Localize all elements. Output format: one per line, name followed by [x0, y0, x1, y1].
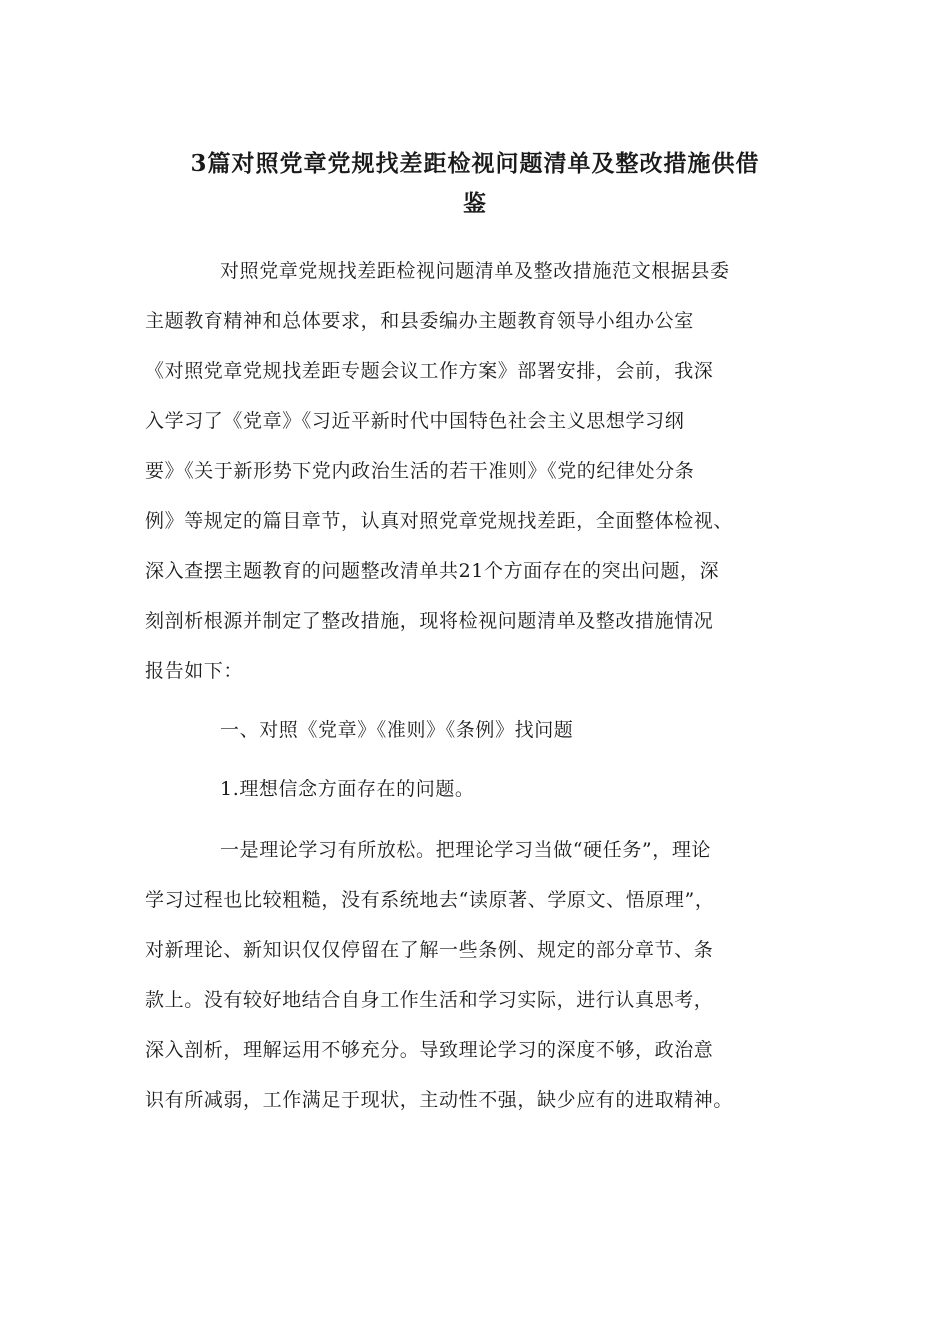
intro-line-7: 深入查摆主题教育的问题整改清单共21个方面存在的突出问题，深 [145, 560, 720, 582]
body-line-1: 一是理论学习有所放松。把理论学习当做“硬任务”，理论 [220, 839, 712, 861]
intro-line-6: 例》等规定的篇目章节，认真对照党章党规找差距，全面整体检视、 [145, 510, 734, 532]
body-line-4: 款上。没有较好地结合自身工作生活和学习实际，进行认真思考， [145, 989, 714, 1011]
intro-line-4: 入学习了《党章》《习近平新时代中国特色社会主义思想学习纲 [145, 410, 685, 432]
intro-line-1: 对照党章党规找差距检视问题清单及整改措施范文根据县委 [220, 260, 730, 282]
subsection-heading: 1.理想信念方面存在的问题。 [220, 778, 475, 800]
body-line-3: 对新理论、新知识仅仅停留在了解一些条例、规定的部分章节、条 [145, 939, 714, 961]
body-line-6: 识有所减弱，工作满足于现状，主动性不强，缺少应有的进取精神。 [145, 1089, 734, 1111]
intro-line-8: 刻剖析根源并制定了整改措施，现将检视问题清单及整改措施情况 [145, 610, 714, 632]
intro-line-9: 报告如下： [145, 660, 244, 682]
body-line-5: 深入剖析，理解运用不够充分。导致理论学习的深度不够，政治意 [145, 1039, 714, 1061]
title-line-1: 3篇对照党章党规找差距检视问题清单及整改措施供借 [190, 150, 760, 177]
section-heading: 一、对照《党章》《准则》《条例》找问题 [220, 719, 574, 741]
document-title [130, 144, 820, 224]
intro-line-3: 《对照党章党规找差距专题会议工作方案》部署安排，会前，我深 [145, 360, 714, 382]
title-line-2: 鉴 [463, 190, 487, 217]
intro-line-2: 主题教育精神和总体要求，和县委编办主题教育领导小组办公室 [145, 310, 694, 332]
body-line-2: 学习过程也比较粗糙，没有系统地去“读原著、学原文、悟原理”， [145, 889, 715, 911]
intro-line-5: 要》《关于新形势下党内政治生活的若干准则》《党的纪律处分条 [145, 460, 695, 482]
